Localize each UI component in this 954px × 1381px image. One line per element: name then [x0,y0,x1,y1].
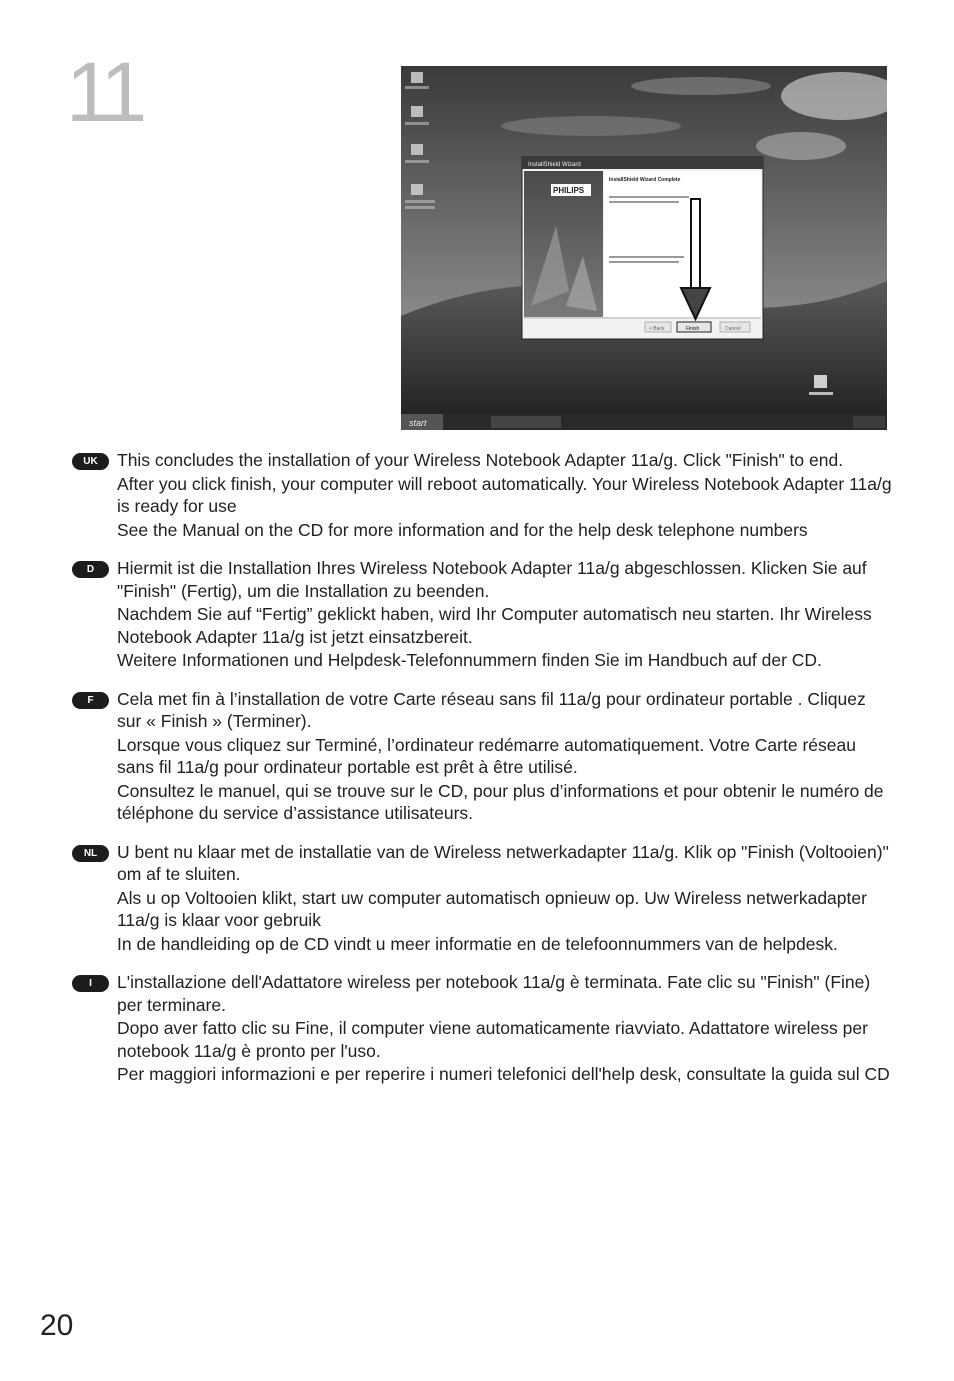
language-badge-f: F [72,692,109,709]
paragraph: Nachdem Sie auf “Fertig” geklickt haben, wird Ihr Computer automatisch neu starten. Ihr Wireless Notebook Adapter 11a/g ist jetzt einsatzbereit. [117,604,872,647]
language-badge-d: D [72,561,109,578]
finish-button-label: Finish [686,326,700,332]
section-nl [72,841,892,956]
brand-logo: PHILIPS [553,186,585,195]
paragraph: Consultez le manuel, qui se trouve sur le CD, pour plus d’informations et pour obtenir le numéro de téléphone du service d’assistance utilisateurs. [117,780,884,823]
paragraph: Als u op Voltooien klikt, start uw computer automatisch opnieuw op. Uw Wireless netwerkadapter 11a/g is klaar voor gebruik [117,887,867,930]
language-badge-uk: UK [72,453,109,470]
start-button: start [409,418,427,428]
language-badge-i: I [72,975,109,992]
section-i [72,971,892,1086]
paragraph: U bent nu klaar met de installatie van de Wireless netwerkadapter 11a/g. Klik op "Finish (Voltooien)" om af te sluiten. [117,841,889,884]
paragraph: Per maggiori informazioni e per reperire i numeri telefonici dell'help desk, consultate la guida sul CD [117,1064,890,1084]
paragraph: After you click finish, your computer will reboot automatically. Your Wireless Notebook Adapter 11a/g is ready for use [117,473,892,516]
paragraph: Dopo aver fatto clic su Fine, il computer viene automaticamente riavviato. Adattatore wireless per notebook 11a/g è pronto per l'uso. [117,1018,868,1061]
section-uk [72,449,892,541]
paragraph: See the Manual on the CD for more information and for the help desk telephone numbers [117,519,808,540]
paragraph: Hiermit ist die Installation Ihres Wireless Notebook Adapter 11a/g abgeschlossen. Klicken Sie auf "Finish" (Fertig), um die Installation zu beenden. [117,558,867,601]
section-f [72,688,892,825]
dialog-title: InstallShield Wizard [528,162,581,168]
step-number: 11 [66,45,142,139]
paragraph: In de handleiding op de CD vindt u meer informatie en de telefoonnummers van de helpdesk. [117,933,838,954]
installer-dialog [522,157,763,339]
screenshot-image [401,66,887,430]
cancel-button-label: Cancel [725,326,741,332]
paragraph: Weitere Informationen und Helpdesk-Telefonnummern finden Sie im Handbuch auf der CD. [117,650,822,670]
dialog-heading: InstallShield Wizard Complete [609,177,681,183]
paragraph: This concludes the installation of your Wireless Notebook Adapter 11a/g. Click "Finish" to end. [117,450,844,470]
page-number: 20 [40,1309,74,1342]
back-button-label: < Back [649,326,665,332]
language-badge-nl: NL [72,845,109,862]
paragraph: L'installazione dell'Adattatore wireless per notebook 11a/g è terminata. Fate clic su "Finish" (Fine) per terminare. [117,972,871,1015]
instruction-sections [72,449,892,1102]
paragraph: Cela met fin à l’installation de votre Carte réseau sans fil 11a/g pour ordinateur portable . Cliquez sur « Finish » (Terminer). [117,688,866,731]
installer-screenshot [401,66,887,430]
paragraph: Lorsque vous cliquez sur Terminé, l’ordinateur redémarre automatiquement. Votre Carte réseau sans fil 11a/g pour ordinateur portable est prêt à être utilisé. [117,734,856,777]
section-d [72,557,892,672]
